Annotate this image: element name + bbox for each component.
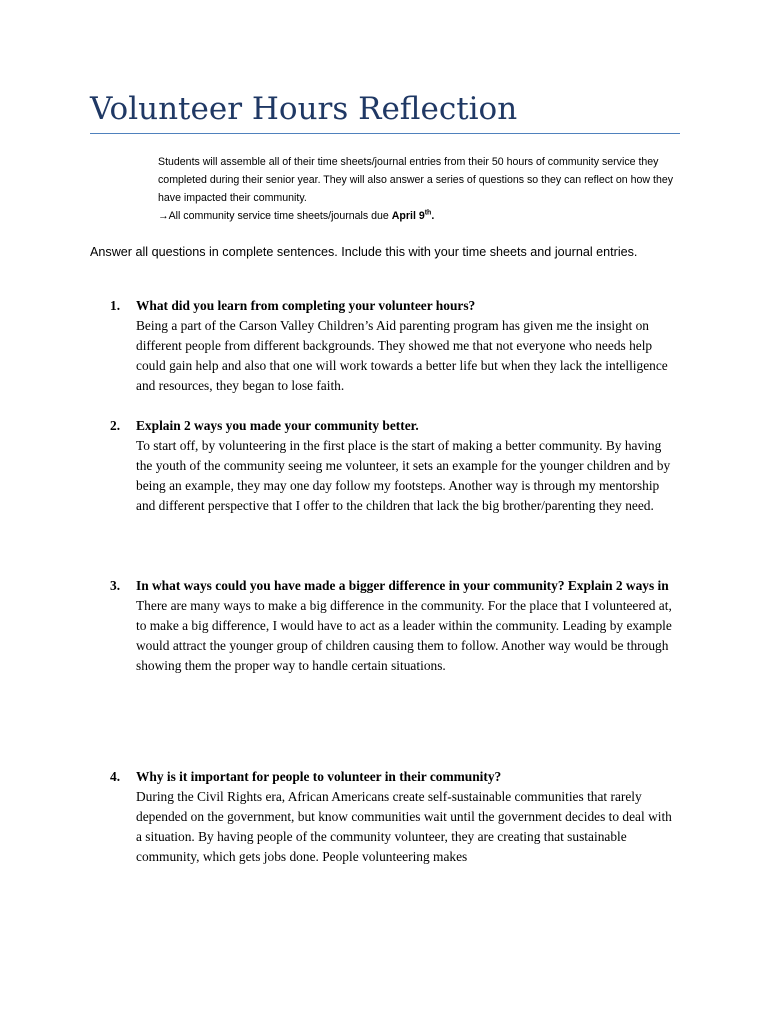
due-date-line [158, 207, 698, 225]
due-date-suffix: th [424, 209, 432, 217]
question-item [110, 296, 680, 396]
question-number: 1. [110, 298, 121, 313]
question-text: What did you learn from completing your volunteer hours? [136, 298, 476, 313]
instructions: Answer all questions in complete sentences. Include this with your time sheets and journal entries. [90, 245, 638, 259]
question-number: 2. [110, 418, 121, 433]
intro-block [158, 153, 698, 225]
question-item [110, 767, 680, 867]
question-text: Why is it important for people to volunteer in their community? [136, 769, 502, 784]
answer-text: During the Civil Rights era, African Americans create self-sustainable communities that rarely depended on the government, but know communities wait until the government decides to deal with a situation. By having people of the community volunteer, they are creating that sustainable community, which gets jobs done. People volunteering makes [136, 789, 672, 864]
due-date-value: April 9 [391, 210, 425, 222]
answer-text: There are many ways to make a big difference in the community. For the place that I volunteered at, to make a big difference, I would have to act as a leader within the community. Leading by example would attract the younger group of children causing them to follow. Another way would be through showing them the proper way to handle certain situations. [136, 598, 672, 673]
answer-text: To start off, by volunteering in the first place is the start of making a better community. By having the youth of the community seeing me volunteer, it sets an example for the younger children and by being an example, they may one day follow my footsteps. Another way is through my mentorship and different perspective that I offer to the children that lack the big brother/parenting they need. [136, 438, 671, 513]
due-date-period: . [431, 210, 435, 222]
question-item [110, 416, 680, 516]
arrow-icon: → [158, 210, 169, 222]
question-text: In what ways could you have made a bigger difference in your community? Explain 2 ways in [136, 578, 669, 593]
question-number: 3. [110, 578, 121, 593]
question-item [110, 576, 680, 676]
intro-paragraph: Students will assemble all of their time sheets/journal entries from their 50 hours of community service they completed during their senior year. They will also answer a series of questions so they can reflect on how they have impacted their community. [158, 156, 674, 204]
title-underline [90, 133, 680, 134]
due-date [392, 210, 435, 222]
question-number: 4. [110, 769, 121, 784]
question-text: Explain 2 ways you made your community better. [136, 418, 419, 433]
due-text: All community service time sheets/journals due [168, 210, 392, 222]
document-title: Volunteer Hours Reflection [90, 91, 518, 127]
answer-text: Being a part of the Carson Valley Children’s Aid parenting program has given me the insight on different people from different backgrounds. They showed me that not everyone who needs help could gain help and also that one will work towards a better life but when they lack the intelligence and resources, they began to lose faith. [136, 318, 668, 393]
